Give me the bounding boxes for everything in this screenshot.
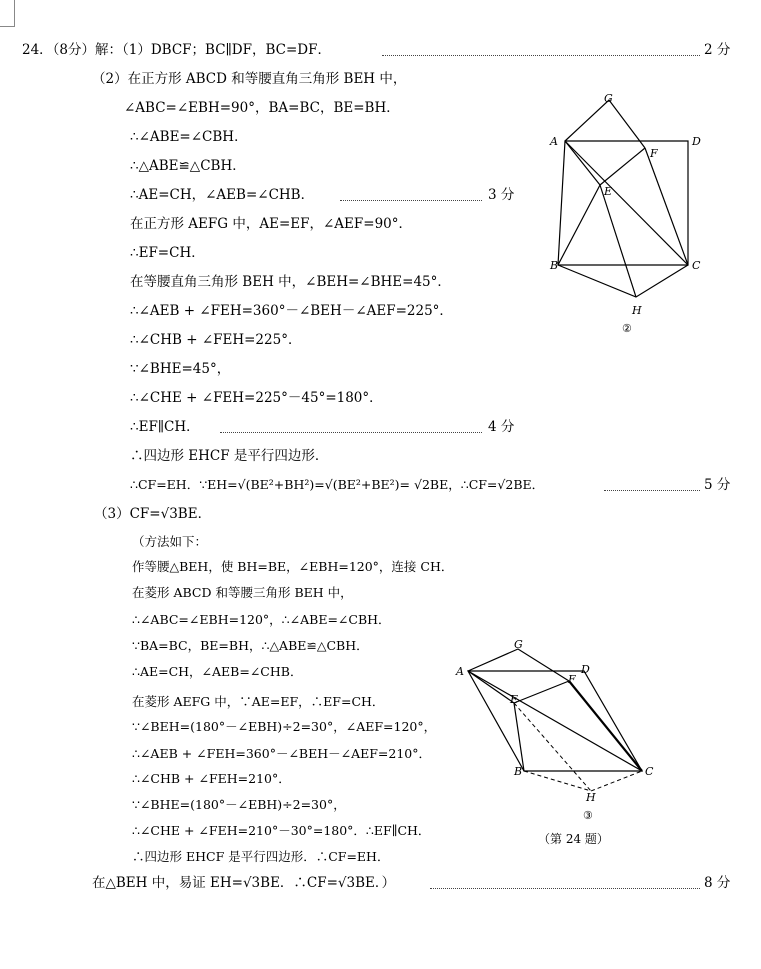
figure-3-label: A: [456, 665, 464, 678]
line-step: ∴∠ABE=∠CBH．: [130, 129, 248, 145]
figure-2-label: H: [632, 304, 642, 317]
score-8: 8 分: [704, 875, 731, 891]
score-2: 2 分: [704, 42, 731, 58]
line-method: ∴AE=CH，∠AEB=∠CHB．: [132, 664, 303, 679]
figure-2-caption: ②: [622, 322, 632, 335]
figure-2-label: B: [550, 259, 559, 272]
line-part2-intro: （2）在正方形 ABCD 和等腰直角三角形 BEH 中，: [92, 71, 407, 87]
leader-dots: [430, 888, 700, 889]
score-4: 4 分: [488, 419, 515, 435]
line-step: ∵∠BHE=45°，: [130, 361, 231, 377]
line-step: ∴∠AEB + ∠FEH=360°－∠BEH－∠AEF=225°．: [130, 303, 453, 319]
line-method: ∵BA=BC，BE=BH，∴△ABE≌△CBH．: [132, 638, 369, 653]
figure-2-diagram: [540, 88, 715, 343]
line-method: ∴∠ABC=∠EBH=120°，∴∠ABE=∠CBH．: [132, 612, 391, 627]
line-step: ∴EF∥CH．: [130, 419, 200, 435]
page-corner-mark: [0, 0, 15, 27]
figure-2-label: A: [550, 135, 558, 148]
line-method: （方法如下：: [132, 534, 208, 549]
line-step: ∴EF=CH．: [130, 245, 205, 261]
line-part3-intro: （3）CF=√3BE．: [94, 506, 212, 522]
line-method: ∴∠AEB + ∠FEH=360°－∠BEH－∠AEF=210°．: [132, 746, 432, 761]
figure-3-label: B: [514, 765, 523, 778]
line-method: ∴∠CHB + ∠FEH=210°．: [132, 771, 291, 786]
line-method: ∴四边形 EHCF 是平行四边形．∴CF=EH．: [132, 849, 390, 864]
figure-3-label: F: [568, 673, 576, 686]
line-method: ∵∠BEH=(180°－∠EBH)÷2=30°，∠AEF=120°，: [132, 719, 437, 734]
figure-3-label: E: [510, 693, 519, 706]
line-method: 作等腰△BEH，使 BH=BE，∠EBH=120°，连接 CH．: [132, 559, 454, 574]
leader-dots: [382, 55, 700, 56]
line-method: 在菱形 ABCD 和等腰三角形 BEH 中，: [132, 585, 353, 600]
line-q24-part1: 24．（8分）解：（1）DBCF；BC∥DF，BC=DF．: [22, 42, 331, 58]
figure-3-diagram: [452, 633, 667, 848]
figure-3-label: D: [581, 663, 590, 676]
figure-2-label: C: [692, 259, 701, 272]
figure-2-label: G: [604, 92, 613, 105]
line-step: ∴AE=CH，∠AEB=∠CHB．: [130, 187, 315, 203]
line-step: ∴△ABE≌△CBH．: [130, 158, 246, 174]
leader-dots: [604, 490, 700, 491]
line-step: 在等腰直角三角形 BEH 中，∠BEH=∠BHE=45°．: [130, 274, 451, 290]
line-step: ∴CF=EH．∵EH=√(BE²+BH²)=√(BE²+BE²)= √2BE，∴CF=√2BE．: [130, 477, 545, 492]
line-step: ∴四边形 EHCF 是平行四边形．: [130, 448, 329, 464]
figure-3-label: C: [645, 765, 654, 778]
figure-2-label: D: [692, 135, 701, 148]
score-5: 5 分: [704, 477, 731, 493]
figure-2-label: F: [650, 147, 658, 160]
line-method: ∴∠CHE + ∠FEH=210°－30°=180°．∴EF∥CH．: [132, 823, 431, 838]
score-3: 3 分: [488, 187, 515, 203]
line-method: ∵∠BHE=(180°－∠EBH)÷2=30°，: [132, 797, 346, 812]
figure-3-caption: ③: [583, 809, 593, 822]
line-method: 在菱形 AEFG 中，∵AE=EF，∴EF=CH．: [132, 694, 385, 709]
line-given: ∠ABC=∠EBH=90°，BA=BC，BE=BH．: [124, 100, 400, 116]
figure-3-title: （第 24 题）: [538, 832, 609, 846]
leader-dots: [220, 432, 482, 433]
line-step: ∴∠CHE + ∠FEH=225°－45°=180°．: [130, 390, 383, 406]
leader-dots: [340, 200, 482, 201]
figure-2-label: E: [604, 185, 613, 198]
figure-3-label: H: [586, 791, 596, 804]
line-method-conclusion: 在△BEH 中，易证 EH=√3BE．∴CF=√3BE．）: [92, 875, 396, 891]
figure-3-label: G: [514, 638, 523, 651]
line-step: 在正方形 AEFG 中，AE=EF，∠AEF=90°．: [130, 216, 412, 232]
line-step: ∴∠CHB + ∠FEH=225°．: [130, 332, 302, 348]
